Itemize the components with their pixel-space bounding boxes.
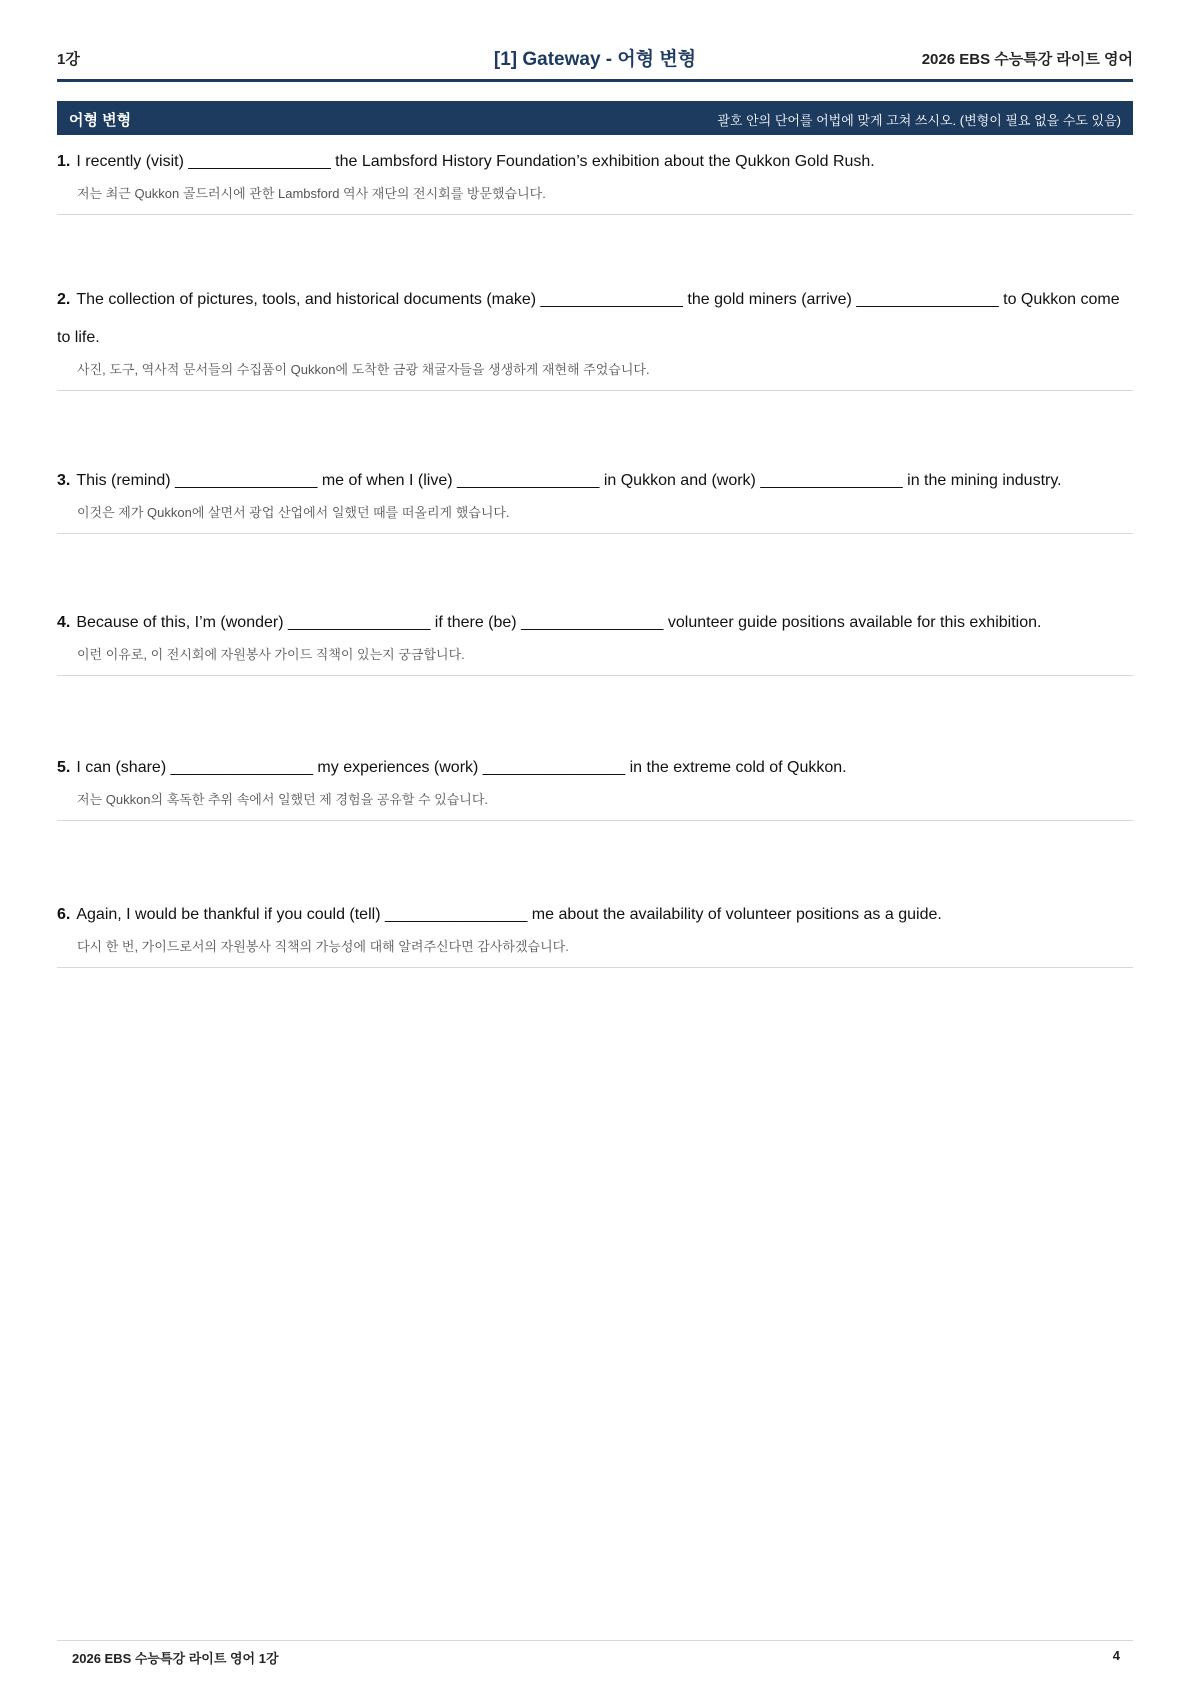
question-translation: 저는 Qukkon의 혹독한 추위 속에서 일했던 제 경험을 공유할 수 있습니다. [77, 792, 489, 807]
book-title: 2026 EBS 수능특강 라이트 영어 [921, 51, 1133, 68]
section-instruction: 괄호 안의 단어를 어법에 맞게 고쳐 쓰시오. (변형이 필요 없을 수도 있음) [717, 113, 1121, 128]
page-number: 4 [1112, 1648, 1120, 1663]
question-sentence: Because of this, I’m (wonder) ________________ if there (be) ________________ volunteer guide positions available for this exhibition. [76, 614, 1042, 631]
question-translation: 이런 이유로, 이 전시회에 자원봉사 가이드 직책이 있는지 궁금합니다. [77, 647, 465, 662]
page-header [57, 44, 1133, 74]
question-divider [57, 820, 1133, 821]
question-text [57, 896, 1133, 934]
question-item [57, 896, 1133, 968]
question-item [57, 604, 1133, 676]
footer-book-lesson: 2026 EBS 수능특강 라이트 영어 1강 [72, 1651, 279, 1666]
question-number: 3. [57, 472, 71, 489]
question-divider [57, 675, 1133, 676]
page-title: [1] Gateway - 어형 변형 [493, 49, 697, 70]
question-item [57, 281, 1133, 391]
lesson-label: 1강 [57, 51, 80, 68]
section-title: 어형 변형 [69, 112, 132, 129]
question-sentence: The collection of pictures, tools, and historical documents (make) ________________ the gold miners (arrive) ________________ to Qukkon come to life. [57, 291, 1120, 346]
question-number: 2. [57, 291, 71, 308]
question-number: 5. [57, 759, 71, 776]
question-text [57, 604, 1133, 642]
question-text [57, 143, 1133, 181]
question-divider [57, 214, 1133, 215]
question-divider [57, 390, 1133, 391]
question-number: 6. [57, 906, 71, 923]
question-translation: 저는 최근 Qukkon 골드러시에 관한 Lambsford 역사 재단의 전시회를 방문했습니다. [77, 186, 546, 201]
question-sentence: Again, I would be thankful if you could (tell) ________________ me about the availability of volunteer positions as a guide. [76, 906, 942, 923]
question-text [57, 462, 1133, 500]
section-banner [57, 101, 1133, 135]
footer-divider [57, 1640, 1133, 1641]
question-sentence: I recently (visit) ________________ the Lambsford History Foundation’s exhibition about the Qukkon Gold Rush. [76, 153, 875, 170]
question-item [57, 143, 1133, 215]
question-text [57, 281, 1133, 357]
question-divider [57, 533, 1133, 534]
question-translation: 다시 한 번, 가이드로서의 자원봉사 직책의 가능성에 대해 알려주신다면 감사하겠습니다. [77, 939, 569, 954]
question-number: 1. [57, 153, 71, 170]
header-divider [57, 79, 1133, 82]
question-text [57, 749, 1133, 787]
question-divider [57, 967, 1133, 968]
question-translation: 사진, 도구, 역사적 문서들의 수집품이 Qukkon에 도착한 금광 채굴자들을 생생하게 재현해 주었습니다. [77, 362, 650, 377]
question-translation: 이것은 제가 Qukkon에 살면서 광업 산업에서 일했던 때를 떠올리게 했습니다. [77, 505, 510, 520]
question-item [57, 462, 1133, 534]
question-sentence: This (remind) ________________ me of when I (live) ________________ in Qukkon and (work) ________________ in the mining industry. [76, 472, 1062, 489]
question-number: 4. [57, 614, 71, 631]
question-item [57, 749, 1133, 821]
question-sentence: I can (share) ________________ my experiences (work) ________________ in the extreme cold of Qukkon. [76, 759, 847, 776]
